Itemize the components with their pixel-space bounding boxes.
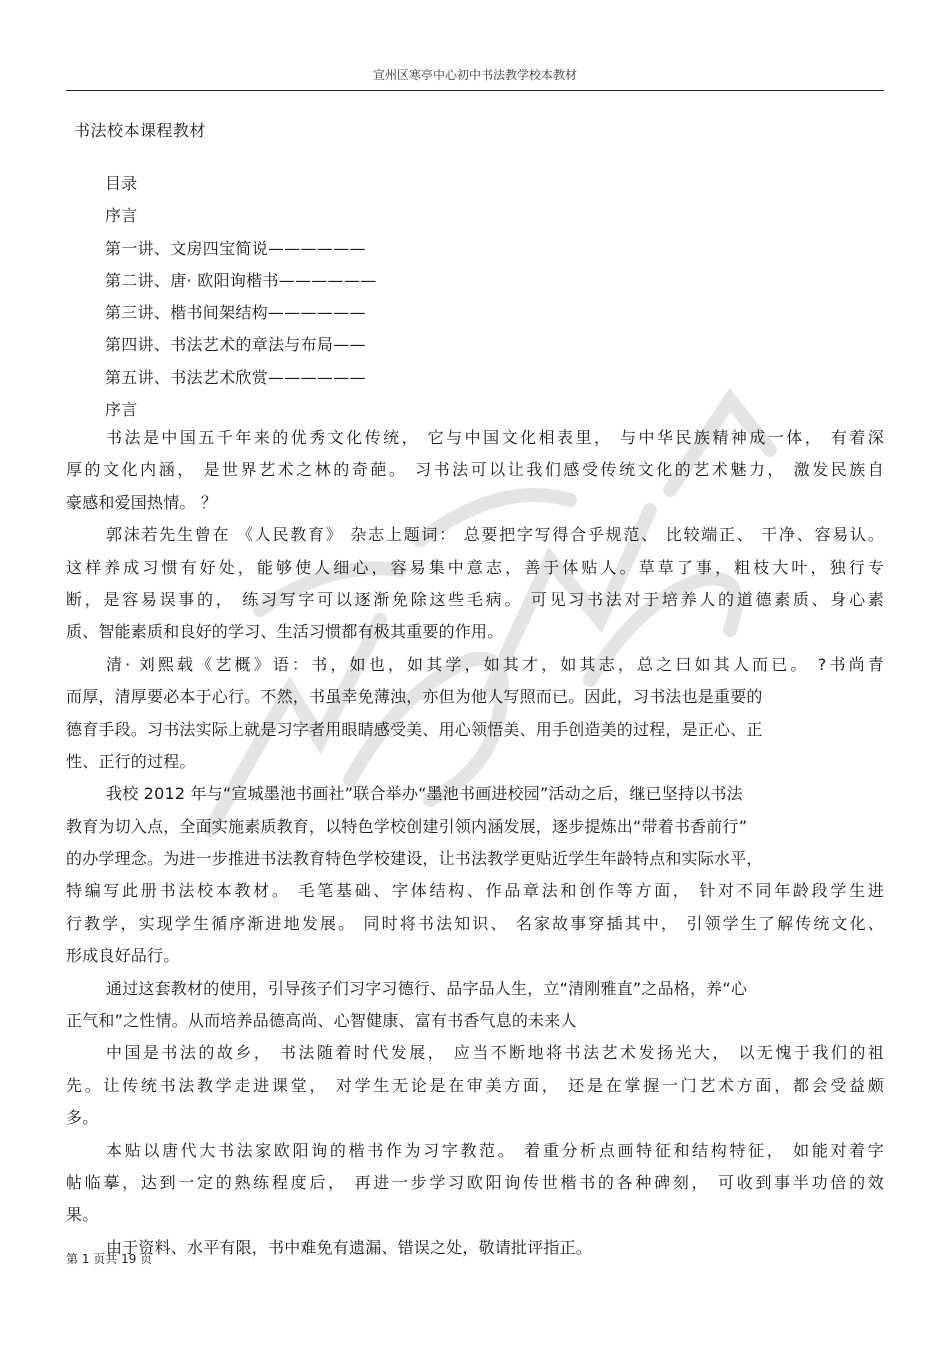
text-line: 多。 [66, 1108, 99, 1128]
text-line: 断，是容易误事的， 练习写字可以逐渐免除这些毛病。 可见习书法对于培养人的道德素质、身心素 [66, 589, 884, 609]
text-line: 清· 刘熙载《艺概》语：书，如也，如其学，如其才，如其志，总之曰如其人而已。 ?书尚青 [106, 654, 884, 674]
text-line: 性、正行的过程。 [66, 751, 196, 771]
text-line: 而厚，清厚要必本于心行。不然，书虽幸免薄浊，亦但为他人写照而已。因此，习书法也是重要的 [66, 687, 763, 707]
toc-item-lecture-4: 第四讲、书法艺术的章法与布局—— [105, 335, 366, 355]
toc-item-lecture-1: 第一讲、文房四宝简说—————— [105, 238, 366, 258]
document-title: 书法校本课程教材 [74, 121, 207, 140]
text-line: 我校 2012 年与“宣城墨池书画社”联合举办“墨池书画进校园”活动之后，继已坚持以书法 [106, 784, 743, 804]
text-line: 形成良好品行。 [66, 946, 180, 966]
text-line: 德育手段。习书法实际上就是习字者用眼睛感受美、用心领悟美、用手创造美的过程，是正心、正 [66, 719, 763, 739]
toc-item-preface: 序言 [105, 206, 138, 226]
text-line: 由于资料、水平有限，书中难免有遗漏、错误之处，敬请批评指正。 [106, 1237, 593, 1257]
preface-body [66, 422, 884, 1264]
text-line: 果。 [66, 1205, 99, 1225]
text-line: 豪感和爱国热情。 ？ [66, 492, 218, 512]
text-line: 厚的文化内涵， 是世界艺术之林的奇葩。 习书法可以让我们感受传统文化的艺术魅力， 激发民族自 [66, 460, 884, 480]
text-line: 的办学理念。为进一步推进书法教育特色学校建设，让书法教学更贴近学生年龄特点和实际水平， [66, 849, 763, 869]
toc-heading: 目录 [105, 174, 138, 193]
toc-item-lecture-2: 第二讲、唐· 欧阳询楷书—————— [105, 270, 377, 290]
toc-item-lecture-3: 第三讲、楷书间架结构—————— [105, 303, 366, 323]
toc-item-lecture-5: 第五讲、书法艺术欣赏—————— [105, 367, 366, 387]
text-line: 通过这套教材的使用，引导孩子们习字习德行、品字品人生，立“清刚雅直”之品格，养“心 [106, 978, 748, 998]
text-line: 中国是书法的故乡， 书法随着时代发展， 应当不断地将书法艺术发扬光大， 以无愧于我们的祖 [106, 1043, 884, 1063]
text-line: 特编写此册书法校本教材。 毛笔基础、字体结构、作品章法和创作等方面， 针对不同年龄段学生进 [66, 881, 884, 901]
text-line: 本贴以唐代大书法家欧阳询的楷书作为习字教范。 着重分析点画特征和结构特征， 如能对着字 [106, 1140, 884, 1160]
text-line: 这样养成习惯有好处，能够使人细心，容易集中意志，善于体贴人。草草了事，粗枝大叶，独行专 [66, 557, 884, 577]
text-line: 郭沫若先生曾在 《人民教育》 杂志上题词： 总要把字写得合乎规范、 比较端正、 干净、容易认。 [106, 525, 884, 545]
running-header: 宣州区寒亭中心初中书法教学校本教材 [372, 68, 577, 82]
text-line: 行教学，实现学生循序渐进地发展。 同时将书法知识、 名家故事穿插其中， 引领学生了解传统文化、 [66, 913, 884, 933]
text-line: 质、智能素质和良好的学习、生活习惯都有极其重要的作用。 [66, 622, 504, 642]
text-line: 先。让传统书法教学走进课堂， 对学生无论是在审美方面， 还是在掌握一门艺术方面，都会受益颇 [66, 1075, 884, 1095]
text-line: 帖临摹，达到一定的熟练程度后， 再进一步学习欧阳询传世楷书的各种碑刻， 可收到事半功倍的效 [66, 1172, 884, 1192]
header-divider [66, 90, 884, 91]
preface-heading: 序言 [105, 400, 138, 420]
table-of-contents [105, 168, 377, 426]
page-number: 第 1 页共 19 页 [66, 1252, 153, 1266]
text-line: 书法是中国五千年来的优秀文化传统， 它与中国文化相表里， 与中华民族精神成一体， 有着深 [106, 428, 884, 447]
text-line: 教育为切入点，全面实施素质教育，以特色学校创建引领内涵发展，逐步提炼出“带着书香前行” [66, 816, 748, 836]
text-line: 正气和”之性情。从而培养品德高尚、心智健康、富有书香气息的未来人 [66, 1011, 577, 1031]
